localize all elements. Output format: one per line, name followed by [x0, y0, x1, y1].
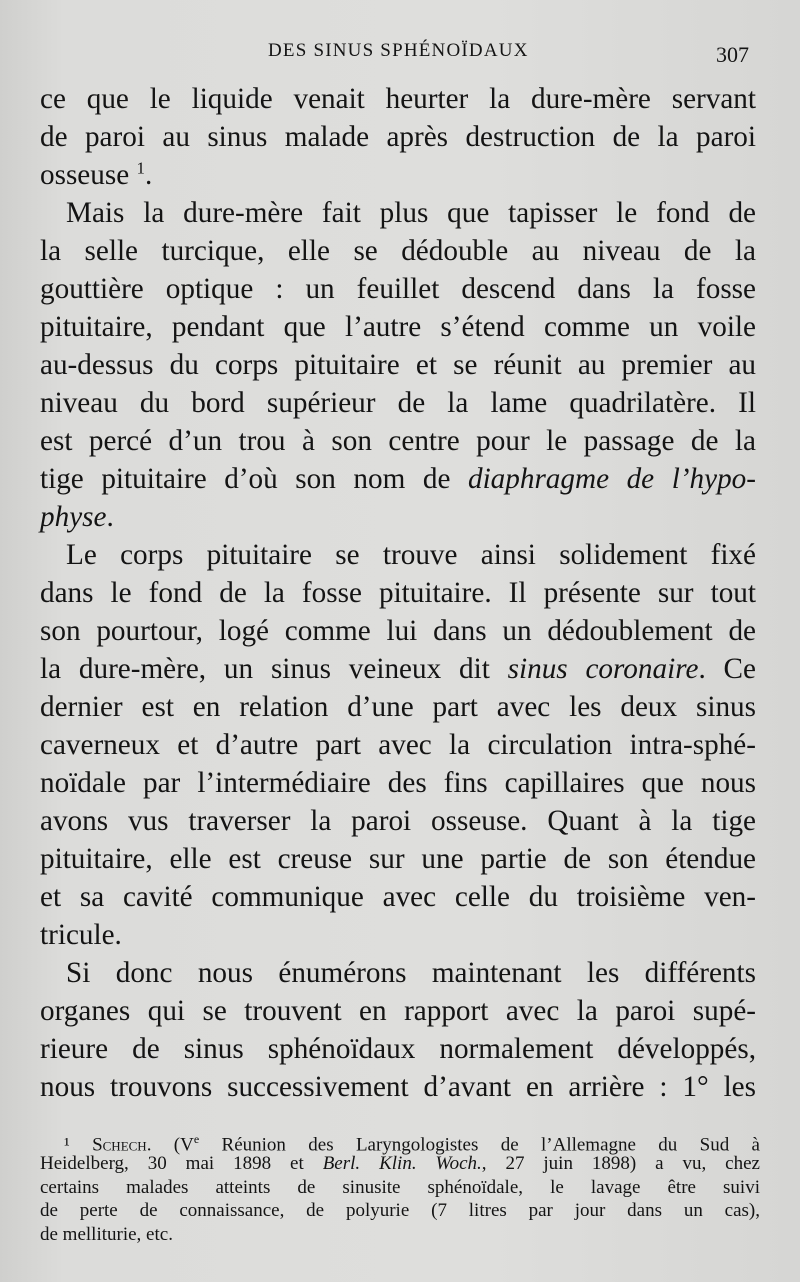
- footnote-line: [40, 1128, 760, 1156]
- text-line: gouttière optique : un feuillet descend dans la fosse: [40, 273, 756, 305]
- text-line: tricule.: [40, 919, 122, 951]
- footnote-text: Heidelberg, 30 mai 1898 et: [40, 1152, 323, 1174]
- body-text: [40, 80, 756, 1106]
- text-line: dernier est en relation d’une part avec les deux sinus: [40, 691, 756, 723]
- text-line: pituitaire, elle est creuse sur une partie de son étendue: [40, 843, 756, 875]
- line-text: tige pituitaire d’où son nom de: [40, 463, 468, 495]
- paragraph-1: [40, 80, 756, 194]
- text-line: organes qui se trouvent en rapport avec la paroi supé-: [40, 995, 756, 1027]
- footnote-line: de perte de connaissance, de polyurie (7 litres par jour dans un cas),: [40, 1200, 760, 1222]
- text-line: Le corps pituitaire se trouve ainsi solidement fixé: [66, 539, 756, 571]
- footnote-mark: 1: [136, 158, 145, 178]
- text-line: rieure de sinus sphénoïdaux normalement développés,: [40, 1033, 756, 1065]
- line-text: .: [106, 501, 114, 533]
- italic-term: physe: [40, 501, 107, 533]
- text-line: pituitaire, pendant que l’autre s’étend comme un voile: [40, 311, 756, 343]
- running-title: DES SINUS SPHÉNOÏDAUX: [268, 40, 529, 61]
- text-line: niveau du bord supérieur de la lame quadrilatère. Il: [40, 387, 756, 419]
- footnote-line: [40, 1152, 760, 1176]
- text-line: Si donc nous énumérons maintenant les différents: [66, 957, 756, 989]
- text-line: [40, 650, 756, 688]
- text-line: est percé d’un trou à son centre pour le passage de la: [40, 425, 756, 457]
- text-line: [40, 498, 756, 536]
- text-line: noïdale par l’intermédiaire des fins capillaires que nous: [40, 767, 756, 799]
- text-line: [40, 156, 756, 194]
- text-line: [40, 460, 756, 498]
- line-text: .: [144, 159, 153, 191]
- page-number: 307: [716, 42, 749, 67]
- line-text: osseuse: [40, 159, 130, 191]
- footnote-author: Schech.: [92, 1134, 152, 1156]
- text-line: de paroi au sinus malade après destruction de la paroi: [40, 121, 756, 153]
- text-line: nous trouvons successivement d’avant en arrière : 1° les: [40, 1071, 756, 1103]
- paragraph-2: [40, 194, 756, 536]
- footnote-line: de melliturie, etc.: [40, 1224, 173, 1246]
- text-line: la selle turcique, elle se dédouble au niveau de la: [40, 235, 756, 267]
- footnote-mark: ¹: [64, 1134, 70, 1156]
- text-line: au-dessus du corps pituitaire et se réunit au premier au: [40, 349, 756, 381]
- footnote: [40, 1128, 760, 1247]
- text-line: ce que le liquide venait heurter la dure-mère servant: [40, 83, 756, 115]
- text-line: Mais la dure-mère fait plus que tapisser le fond de: [66, 197, 756, 229]
- footnote-superscript: e: [193, 1132, 200, 1146]
- text-line: caverneux et d’autre part avec la circulation intra-sphé-: [40, 729, 756, 761]
- footnote-text: Réunion des Laryngologistes de l’Allemagne du Sud à: [199, 1134, 760, 1156]
- text-line: son pourtour, logé comme lui dans un dédoublement de: [40, 615, 756, 647]
- italic-term: diaphragme de l’hypo-: [467, 463, 756, 495]
- footnote-text: (V: [151, 1134, 194, 1156]
- text-line: avons vus traverser la paroi osseuse. Quant à la tige: [40, 805, 756, 837]
- footnote-line: certains malades atteints de sinusite sphénoïdale, le lavage être suivi: [40, 1176, 760, 1198]
- line-text: la dure-mère, un sinus veineux dit: [40, 653, 508, 685]
- paragraph-4: [40, 954, 756, 1106]
- italic-term: sinus coronaire: [507, 653, 699, 685]
- journal-title: Berl. Klin. Woch.: [322, 1152, 482, 1174]
- text-line: dans le fond de la fosse pituitaire. Il présente sur tout: [40, 577, 756, 609]
- paragraph-3: [40, 536, 756, 954]
- line-text: . Ce: [698, 653, 756, 685]
- footnote-text: , 27 juin 1898) a vu, chez: [481, 1152, 760, 1174]
- text-line: et sa cavité communique avec celle du troisième ven-: [40, 881, 756, 913]
- running-head: [0, 38, 800, 68]
